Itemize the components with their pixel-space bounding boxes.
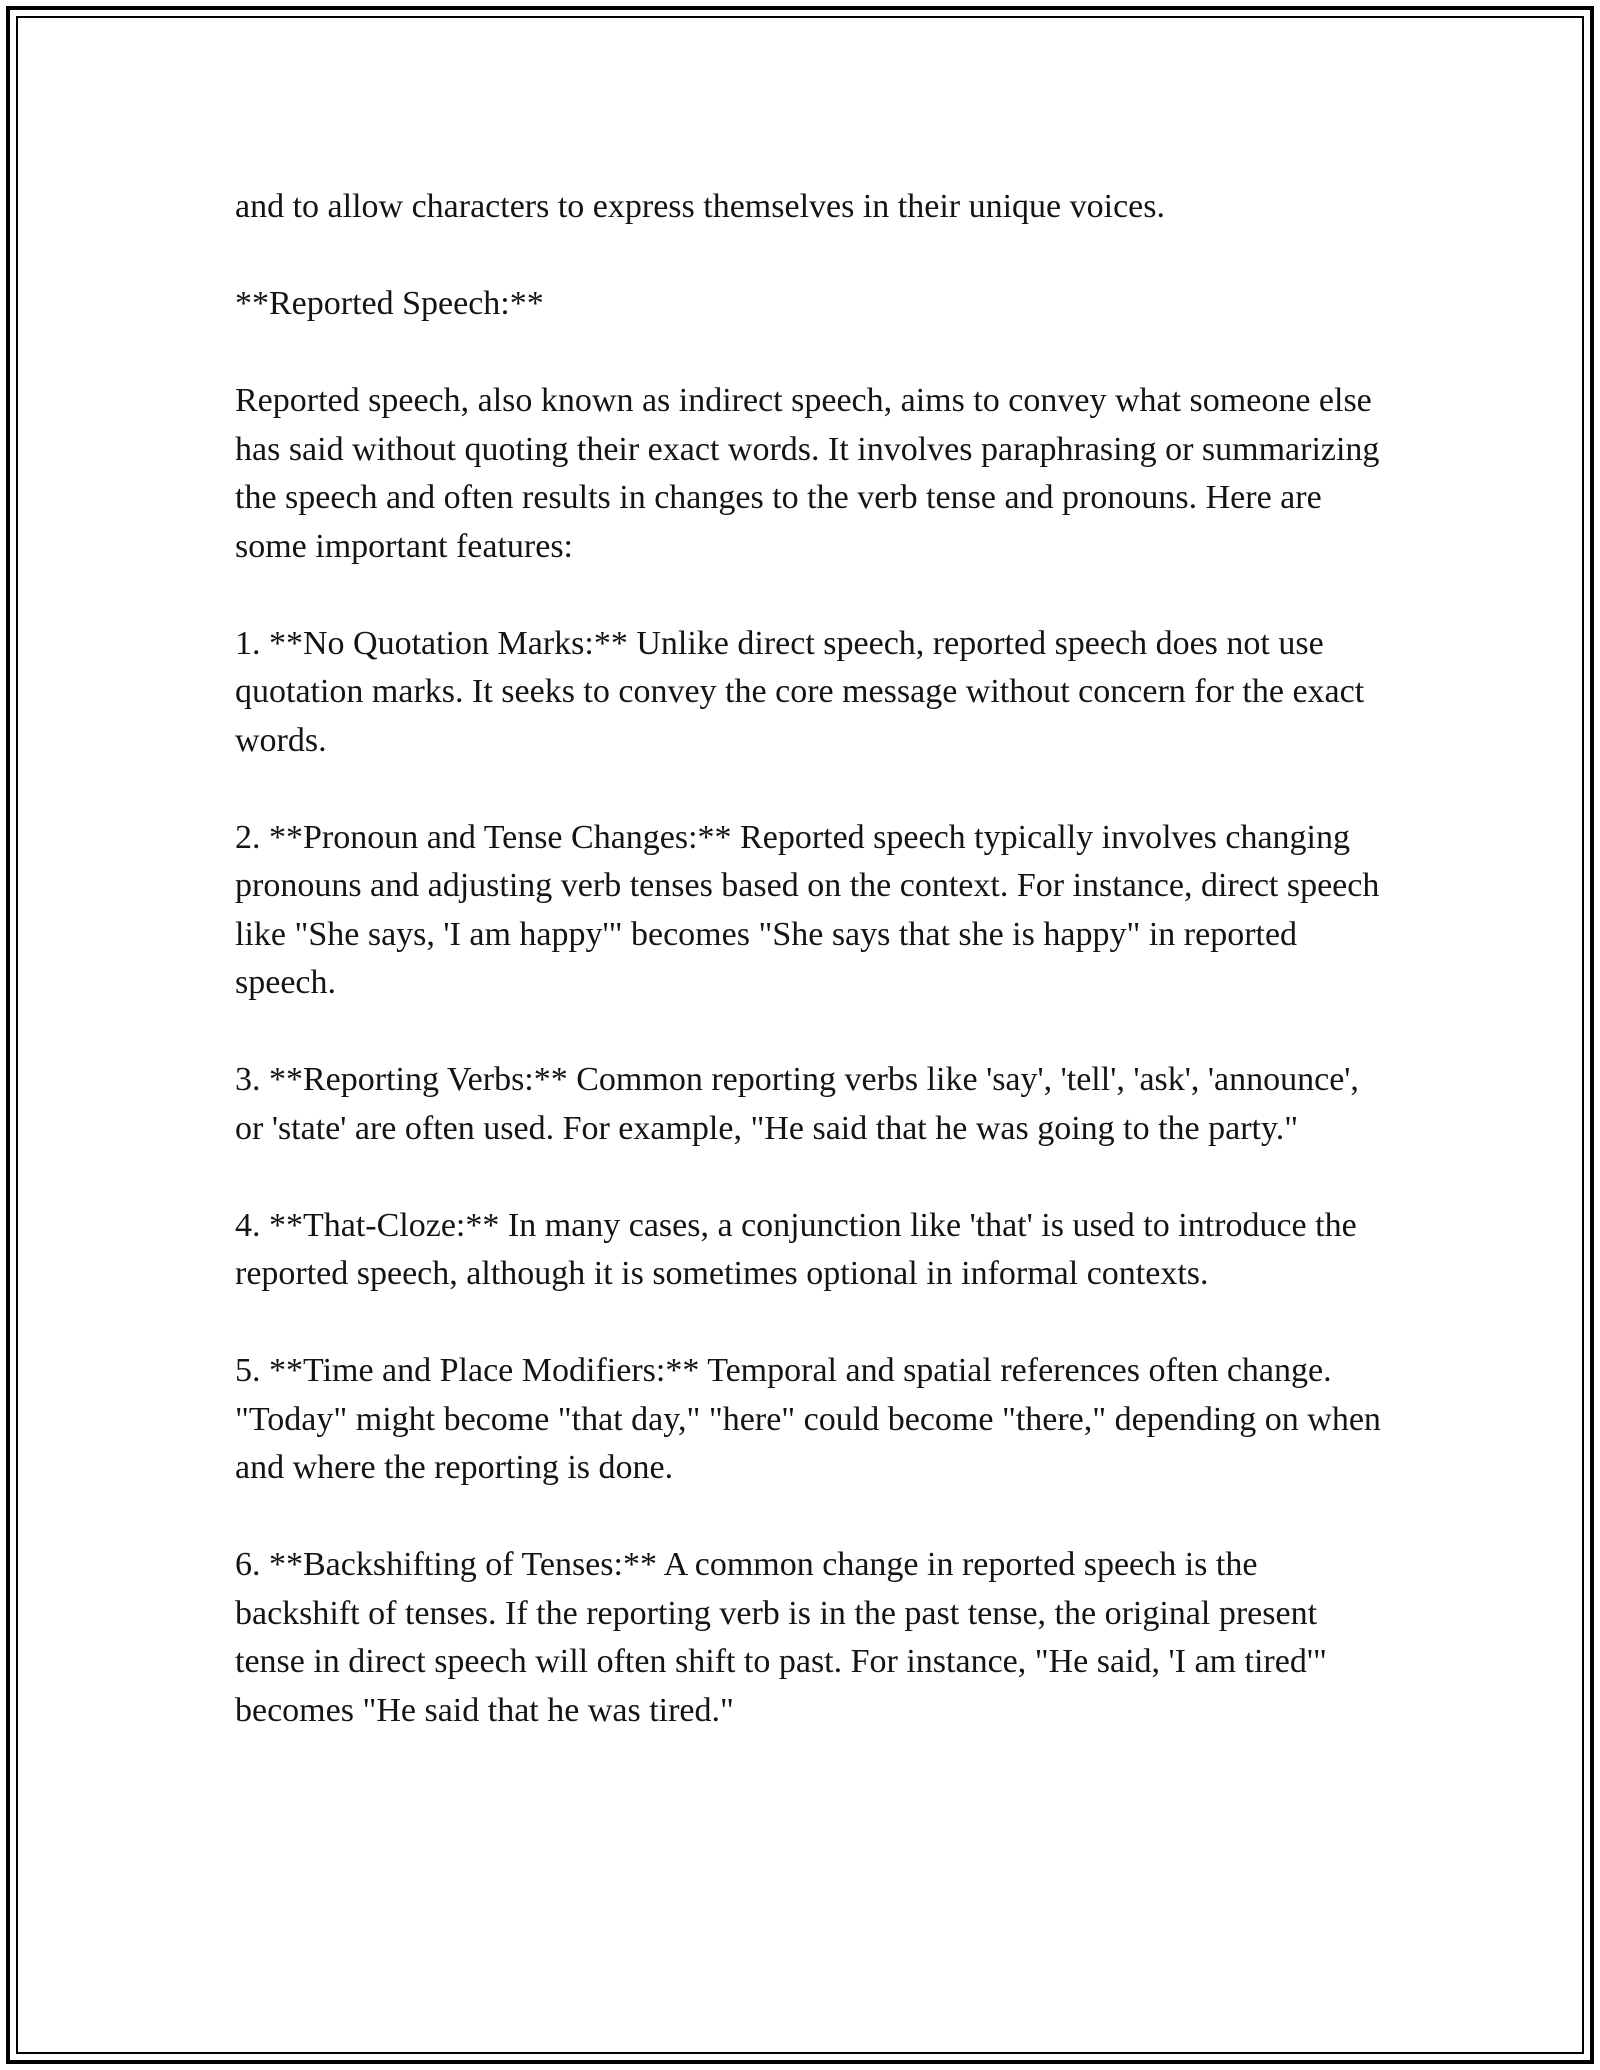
list-item: 2. **Pronoun and Tense Changes:** Reported speech typically involves changing pronouns and adjusting verb tenses based on the context. For instance, direct speech like "She says, 'I am happy'" becomes "She says that she is happy" in reported speech. [235, 818, 1380, 1001]
list-item: 4. **That-Cloze:** In many cases, a conjunction like 'that' is used to introduce the reported speech, although it is sometimes optional in informal contexts. [235, 1206, 1357, 1292]
document-body [235, 183, 1385, 1735]
intro-line: and to allow characters to express themselves in their unique voices. [235, 188, 1165, 225]
list-item: 3. **Reporting Verbs:** Common reporting verbs like 'say', 'tell', 'ask', 'announce', or 'state' are often used. For example, "He said that he was going to the party." [235, 1061, 1359, 1147]
list-item: 6. **Backshifting of Tenses:** A common change in reported speech is the backshift of tenses. If the reporting verb is in the past tense, the original present tense in direct speech will often shift to past. For instance, "He said, 'I am tired'" becomes "He said that he was tired." [235, 1546, 1327, 1729]
list-item: 5. **Time and Place Modifiers:** Temporal and spatial references often change. "Today" might become "that day," "here" could become "there," depending on when and where the reporting is done. [235, 1352, 1381, 1486]
list-item: 1. **No Quotation Marks:** Unlike direct speech, reported speech does not use quotation marks. It seeks to convey the core message without concern for the exact words. [235, 624, 1365, 759]
intro-paragraph: Reported speech, also known as indirect speech, aims to convey what someone else has said without quoting their exact words. It involves paraphrasing or summarizing the speech and often results in changes to the verb tense and pronouns. Here are some important features: [235, 382, 1380, 565]
section-heading: **Reported Speech:** [235, 285, 544, 322]
